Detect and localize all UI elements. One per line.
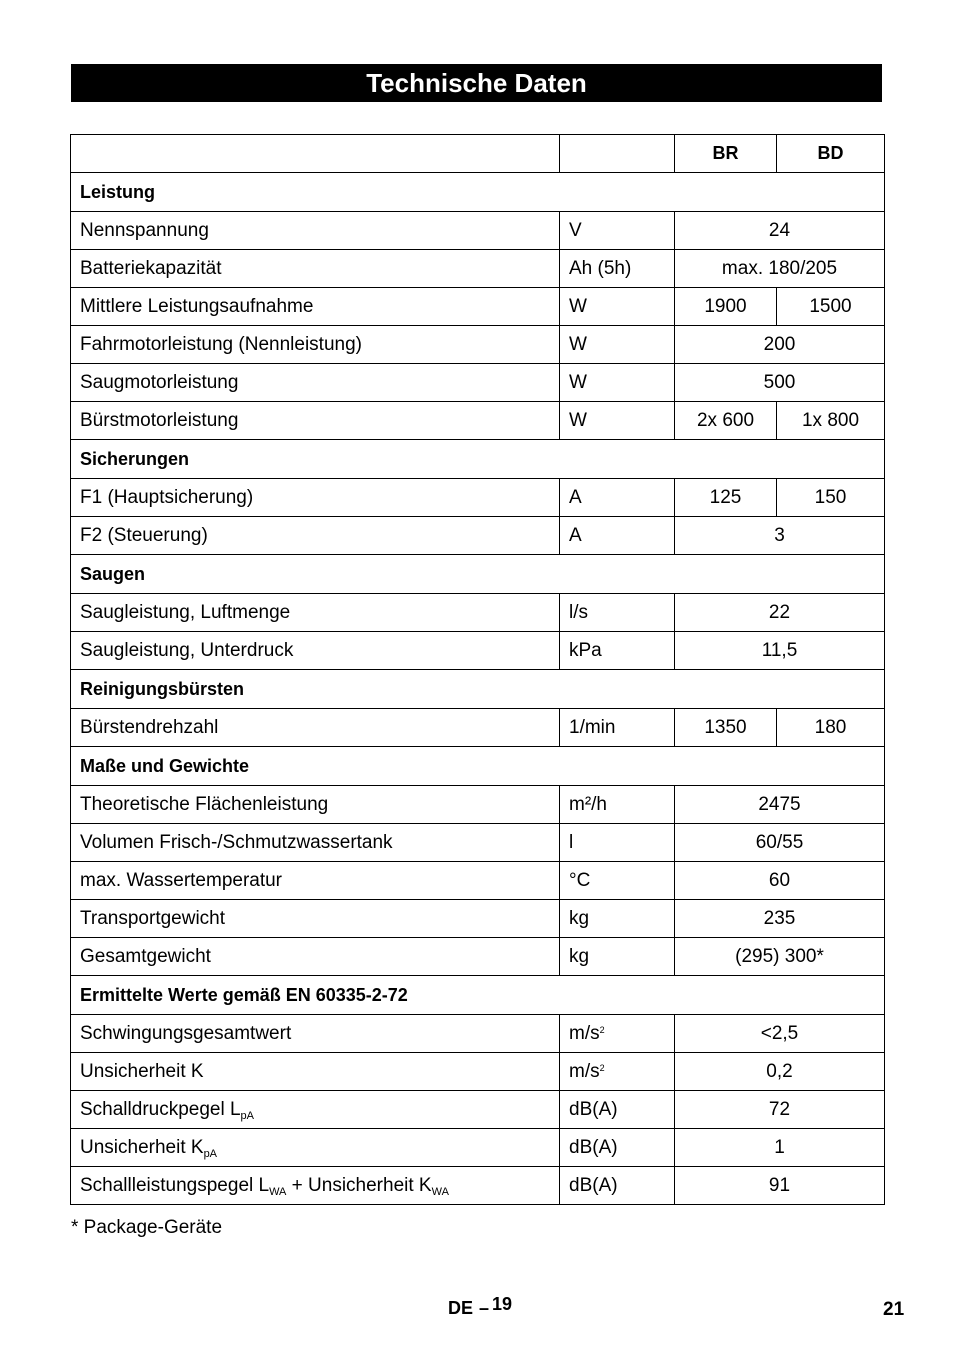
row-unit: kg bbox=[560, 938, 675, 976]
row-unit: W bbox=[560, 288, 675, 326]
row-value: 24 bbox=[675, 212, 885, 250]
row-unit: W bbox=[560, 402, 675, 440]
row-unit: W bbox=[560, 364, 675, 402]
row-label: Schwingungsgesamtwert bbox=[71, 1015, 560, 1053]
table-row bbox=[71, 1129, 885, 1167]
row-value: 200 bbox=[675, 326, 885, 364]
row-value: 60 bbox=[675, 862, 885, 900]
row-label: F1 (Hauptsicherung) bbox=[71, 479, 560, 517]
table-row bbox=[71, 364, 885, 402]
unit-base: m/s bbox=[569, 1060, 600, 1082]
table-row bbox=[71, 862, 885, 900]
row-label: F2 (Steuerung) bbox=[71, 517, 560, 555]
section-row bbox=[71, 670, 885, 709]
row-unit: A bbox=[560, 517, 675, 555]
table-row bbox=[71, 1053, 885, 1091]
section-sicherungen: Sicherungen bbox=[71, 440, 885, 479]
row-label: Transportgewicht bbox=[71, 900, 560, 938]
row-label: Unsicherheit K bbox=[71, 1053, 560, 1091]
row-label: Fahrmotorleistung (Nennleistung) bbox=[71, 326, 560, 364]
section-row bbox=[71, 555, 885, 594]
unit-base: m/s bbox=[569, 1022, 600, 1044]
row-value: 11,5 bbox=[675, 632, 885, 670]
row-value-bd: 1x 800 bbox=[777, 402, 885, 440]
table-row bbox=[71, 900, 885, 938]
section-saugen: Saugen bbox=[71, 555, 885, 594]
table-row bbox=[71, 212, 885, 250]
row-value-br: 2x 600 bbox=[675, 402, 777, 440]
table-row bbox=[71, 402, 885, 440]
row-value-bd: 180 bbox=[777, 709, 885, 747]
footer-lang-code: DE bbox=[448, 1298, 474, 1318]
row-unit: W bbox=[560, 326, 675, 364]
page-number: 21 bbox=[883, 1299, 905, 1320]
footer-local-page: 19 bbox=[492, 1294, 513, 1314]
label-subscript: pA bbox=[240, 1109, 255, 1122]
row-value: 3 bbox=[675, 517, 885, 555]
label-text: Schallleistungspegel L bbox=[80, 1174, 270, 1196]
label-subscript: WA bbox=[269, 1185, 287, 1198]
row-value: 235 bbox=[675, 900, 885, 938]
section-row bbox=[71, 976, 885, 1015]
row-label: Mittlere Leistungsaufnahme bbox=[71, 288, 560, 326]
label-subscript: pA bbox=[203, 1147, 218, 1160]
header-empty-unit bbox=[560, 135, 675, 173]
table-row bbox=[71, 938, 885, 976]
table-row bbox=[71, 517, 885, 555]
row-label: Nennspannung bbox=[71, 212, 560, 250]
header-empty-label bbox=[71, 135, 560, 173]
row-value: 2475 bbox=[675, 786, 885, 824]
table-row bbox=[71, 288, 885, 326]
section-row bbox=[71, 173, 885, 212]
section-masse: Maße und Gewichte bbox=[71, 747, 885, 786]
row-value-bd: 150 bbox=[777, 479, 885, 517]
row-value: 500 bbox=[675, 364, 885, 402]
table-row bbox=[71, 1015, 885, 1053]
row-value: 0,2 bbox=[675, 1053, 885, 1091]
row-label: Saugleistung, Luftmenge bbox=[71, 594, 560, 632]
row-value: 1 bbox=[675, 1129, 885, 1167]
row-unit: dB(A) bbox=[560, 1167, 675, 1205]
row-label: Bürstmotorleistung bbox=[71, 402, 560, 440]
table-row bbox=[71, 786, 885, 824]
row-value: 91 bbox=[675, 1167, 885, 1205]
section-row bbox=[71, 747, 885, 786]
row-label: Volumen Frisch-/Schmutzwassertank bbox=[71, 824, 560, 862]
section-row bbox=[71, 440, 885, 479]
row-unit: °C bbox=[560, 862, 675, 900]
row-label: max. Wassertemperatur bbox=[71, 862, 560, 900]
row-unit: kg bbox=[560, 900, 675, 938]
header-br: BR bbox=[675, 135, 777, 173]
label-text: Unsicherheit K bbox=[80, 1136, 204, 1158]
row-unit: A bbox=[560, 479, 675, 517]
row-value: 72 bbox=[675, 1091, 885, 1129]
row-unit: kPa bbox=[560, 632, 675, 670]
technical-data-table bbox=[70, 134, 885, 1205]
row-unit: dB(A) bbox=[560, 1129, 675, 1167]
table-row bbox=[71, 250, 885, 288]
table-header-row bbox=[71, 135, 885, 173]
footer-language bbox=[448, 1294, 513, 1319]
footer-separator: – bbox=[479, 1298, 490, 1318]
row-unit: dB(A) bbox=[560, 1091, 675, 1129]
row-value-bd: 1500 bbox=[777, 288, 885, 326]
row-unit bbox=[560, 1053, 675, 1091]
header-bd: BD bbox=[777, 135, 885, 173]
label-subscript-2: WA bbox=[431, 1185, 449, 1198]
page-title: Technische Daten bbox=[71, 64, 882, 102]
row-label: Saugleistung, Unterdruck bbox=[71, 632, 560, 670]
row-value: (295) 300* bbox=[675, 938, 885, 976]
row-unit: l/s bbox=[560, 594, 675, 632]
row-label: Bürstendrehzahl bbox=[71, 709, 560, 747]
table-row bbox=[71, 1091, 885, 1129]
label-text-mid: + Unsicherheit K bbox=[286, 1174, 432, 1196]
row-value-br: 1900 bbox=[675, 288, 777, 326]
row-label bbox=[71, 1091, 560, 1129]
unit-exponent: 2 bbox=[599, 1024, 605, 1035]
row-unit: Ah (5h) bbox=[560, 250, 675, 288]
row-value: max. 180/205 bbox=[675, 250, 885, 288]
table-row bbox=[71, 326, 885, 364]
unit-exponent: 2 bbox=[599, 1062, 605, 1073]
section-ermittelte-werte: Ermittelte Werte gemäß EN 60335-2-72 bbox=[71, 976, 885, 1015]
table-row bbox=[71, 1167, 885, 1205]
table-row bbox=[71, 594, 885, 632]
row-unit: V bbox=[560, 212, 675, 250]
row-label: Gesamtgewicht bbox=[71, 938, 560, 976]
footnote: * Package-Geräte bbox=[71, 1217, 223, 1238]
section-leistung: Leistung bbox=[71, 173, 885, 212]
row-unit: l bbox=[560, 824, 675, 862]
row-unit bbox=[560, 1015, 675, 1053]
row-label: Batteriekapazität bbox=[71, 250, 560, 288]
label-text: Schalldruckpegel L bbox=[80, 1098, 241, 1120]
table-row bbox=[71, 709, 885, 747]
table-row bbox=[71, 824, 885, 862]
row-value: 22 bbox=[675, 594, 885, 632]
row-value-br: 1350 bbox=[675, 709, 777, 747]
table-row bbox=[71, 479, 885, 517]
row-value: 60/55 bbox=[675, 824, 885, 862]
table-row bbox=[71, 632, 885, 670]
section-reinigungsbuersten: Reinigungsbürsten bbox=[71, 670, 885, 709]
row-value-br: 125 bbox=[675, 479, 777, 517]
row-label bbox=[71, 1167, 560, 1205]
row-unit: m²/h bbox=[560, 786, 675, 824]
row-label bbox=[71, 1129, 560, 1167]
row-label: Saugmotorleistung bbox=[71, 364, 560, 402]
row-unit: 1/min bbox=[560, 709, 675, 747]
row-value: <2,5 bbox=[675, 1015, 885, 1053]
row-label: Theoretische Flächenleistung bbox=[71, 786, 560, 824]
